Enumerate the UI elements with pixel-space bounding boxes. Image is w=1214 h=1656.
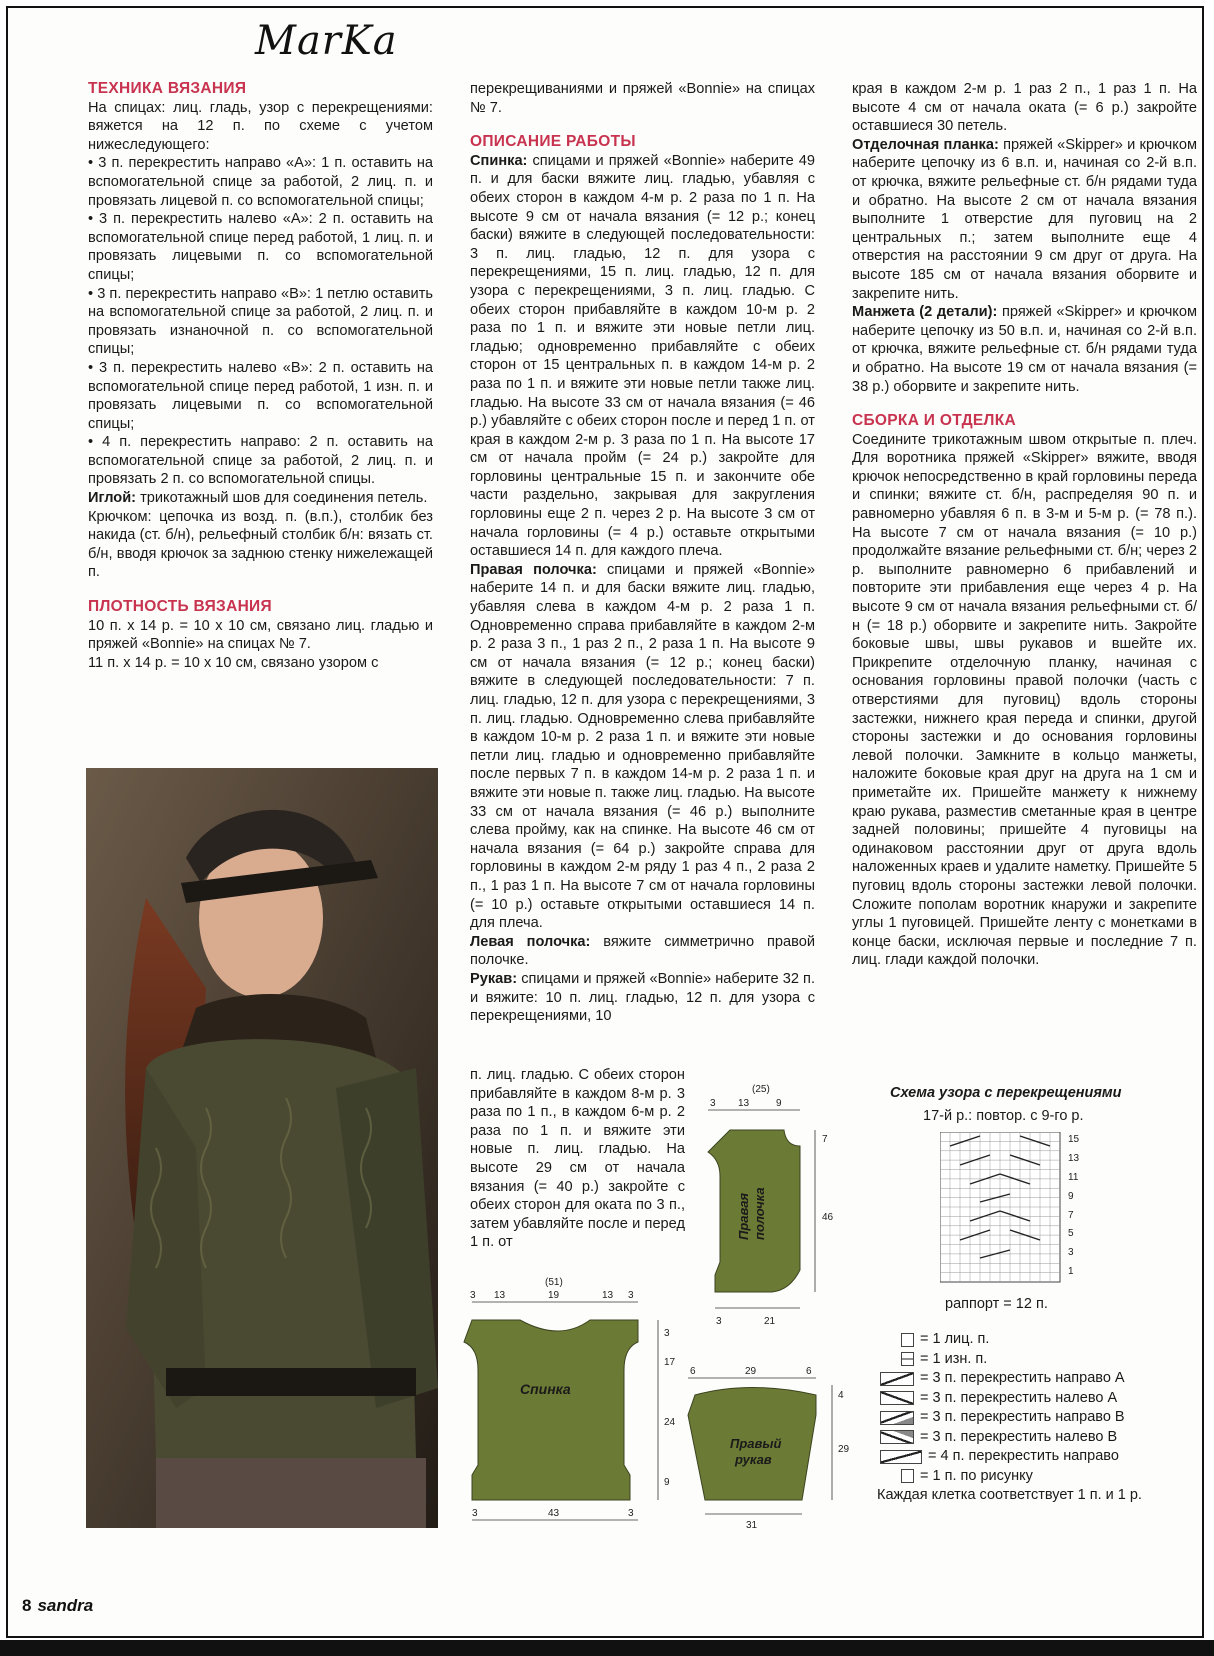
legend-text: = 1 изн. п. — [920, 1350, 988, 1367]
dim-back-total: (51) — [545, 1277, 563, 1288]
dim-back-top-1: 3 — [470, 1290, 476, 1301]
purl-symbol-icon — [901, 1352, 914, 1366]
back-piece — [464, 1320, 638, 1500]
text-cuff: пряжей «Skipper» и крючком наберите цепочку из 50 в.п. и, начиная со 2-й в.п. от крючка, вяжите рельефные ст. б/н рядами туда и обратно. На высоте 19 см от начала вязания (= 38 р.) оборвите и закрепите нить. — [852, 304, 1197, 395]
dim-back-right-3: 24 — [664, 1417, 676, 1428]
paragraph: 11 п. x 14 р. = 10 x 10 см, связано узором с — [88, 654, 379, 671]
paragraph: Крючком: цепочка из возд. п. (в.п.), столбик без накида (ст. б/н), рельефный столбик б/н: вязать ст. б/н, вводя крючок за заднюю стенку нижележащей п. — [88, 508, 433, 581]
column-3 — [852, 80, 1197, 970]
chart-note: Каждая клетка соответствует 1 п. и 1 р. — [877, 1487, 1142, 1503]
dim-back-top-5: 3 — [628, 1290, 634, 1301]
dim-back-bottom-1: 3 — [472, 1508, 478, 1519]
paragraph — [88, 489, 433, 508]
cross-left-b-icon — [880, 1430, 914, 1444]
paragraph: • 3 п. перекрестить налево «А»: 2 п. оставить на вспомогательной спице перед работой, 1 лиц. п. и провязать лицевыми п. со вспомогательной спицы; — [88, 211, 433, 283]
dim-front-bottom-1: 3 — [716, 1316, 722, 1327]
text-back: спицами и пряжей «Bonnie» наберите 49 п. и для баски вяжите лиц. гладью, убавляя с обеих сторон в каждом 4-м р. 2 раза по 1 п. На высоте 9 см от начала вязания (= 12 р.; конец баски) вяжите в следующей последовательности: 3 п. лиц. гладью, 12 п. для узора с перекрещениями, 15 п. лиц. гладью, 12 п. для узора с перекрещениями, 3 п. лиц. гладью. С обеих сторон прибавляйте в каждом 10-м р. 2 раза по 1 п. и вяжите эти новые петли лиц. гладью; одновременно прибавляйте с обеих сторон от 15 центральных п. в каждом 14-м р. 2 раза по 1 п. и вяжите эти новые петли также лиц. гладью. На высоте 33 см от начала вязания (= 46 р.) убавляйте с обеих сторон после и перед 1 п. от края в каждом 2-м р. 3 раза по 1 п. На высоте 17 см от начала пройм (= 24 р.) закройте для горловины центральные 15 п. и закончите обе части раздельно, закрывая для закругления горловины еще 2 п. через 2 р. На высоте 3 см от начала горловины (= 4 р.) оставьте открытыми оставшиеся 14 п. для каждого плеча. — [470, 152, 815, 560]
label-back: Спинка: — [470, 152, 528, 169]
legend-item — [880, 1447, 1125, 1467]
heading-description: ОПИСАНИЕ РАБОТЫ — [470, 133, 636, 151]
cross-right-b-icon — [880, 1411, 914, 1425]
legend-item — [880, 1369, 1125, 1389]
row-number: 11 — [1068, 1172, 1079, 1183]
heading-density: ПЛОТНОСТЬ ВЯЗАНИЯ — [88, 598, 272, 616]
cross-four-right-icon — [880, 1450, 922, 1464]
paragraph: перекрещиваниями и пряжей «Bonnie» на спицах № 7. — [470, 81, 815, 116]
dim-sleeve-right-1: 4 — [838, 1390, 844, 1401]
text-right-front: спицами и пряжей «Bonnie» наберите 14 п. и для баски вяжите лиц. гладью, убавляя слева в каждом 4-м р. 2 раза 1 п. Одновременно справа прибавляйте в каждом 2-м р. 2 раза 3 п., 1 раз 2 п., 2 раза 1 п. На высоте 9 см от начала вязания (= 12 р.; конец баски) вяжите в следующей последовательности: 7 п. лиц. гладью, 12 п. для узора с перекрещениями, 3 п. лиц. гладью. Одновременно слева прибавляйте в каждом 10-м р. 2 раза 1 п. и вяжите эти новые петли лиц. гладью и одновременно прибавляйте после первых 7 п. в каждом 14-м р. 2 раза 1 п. и вяжите эти новые п. также лиц. гладью. На высоте 33 см от начала вязания (= 46 р.) выполните слева пройму, как на спинке. На высоте 46 см от начала вязания (= 64 р.) закройте справа для горловины в каждом 2-м ряду 1 раз 4 п., 2 раза 2 п., 1 раз 1 п. На высоте 7 см от начала горловины (= 10 р.) оставьте открытыми оставшиеся 14 п. для плеча. — [470, 561, 815, 932]
column-2 — [470, 80, 815, 1026]
knit-symbol-icon — [901, 1333, 914, 1347]
label-front-piece-2: полочка — [752, 1187, 767, 1240]
label-sleeve-piece-1: Правый — [730, 1436, 782, 1451]
legend-text: = 3 п. перекрестить налево А — [920, 1389, 1118, 1406]
page-number: 8 — [22, 1596, 32, 1615]
dim-back-bottom-2: 43 — [548, 1508, 560, 1519]
label-sleeve-piece-2: рукав — [735, 1452, 772, 1467]
text-needle: трикотажный шов для соединения петель. — [136, 490, 428, 507]
legend-text: = 1 п. по рисунку — [920, 1467, 1033, 1484]
label-sleeve: Рукав: — [470, 970, 518, 987]
by-pattern-symbol-icon — [901, 1469, 914, 1483]
dim-front-top-3: 9 — [776, 1098, 782, 1109]
model-photo — [86, 768, 438, 1528]
legend-item — [880, 1350, 1125, 1370]
legend-item — [880, 1408, 1125, 1428]
label-cuff: Манжета (2 детали): — [852, 304, 998, 321]
label-left-front: Левая полочка: — [470, 933, 591, 950]
text-left-front: вяжите симметрично правой полочке. — [470, 933, 815, 969]
dim-sleeve-right-2: 29 — [838, 1444, 850, 1455]
paragraph: На спицах: лиц. гладь, узор с перекрещениями: вяжется на 12 п. по схеме с учетом нижеследующего: — [88, 99, 433, 153]
dim-sleeve-top-2: 29 — [745, 1366, 757, 1377]
heading-assembly: СБОРКА И ОТДЕЛКА — [852, 412, 1016, 430]
dim-back-right-4: 9 — [664, 1477, 670, 1488]
legend — [880, 1330, 1125, 1486]
dim-back-top-3: 19 — [548, 1290, 560, 1301]
dim-front-top-1: 3 — [710, 1098, 716, 1109]
heading-technique: ТЕХНИКА ВЯЗАНИЯ — [88, 80, 247, 97]
dim-back-top-4: 13 — [602, 1290, 614, 1301]
row-number: 7 — [1068, 1210, 1074, 1221]
schema-subtitle: 17-й р.: повтор. с 9-го р. — [923, 1108, 1084, 1124]
row-number: 15 — [1068, 1134, 1080, 1145]
paragraph: • 4 п. перекрестить направо: 2 п. оставить на вспомогательной спице за работой, 2 лиц. п. и провязать 2 п. со вспомогательной спицы. — [88, 434, 433, 488]
paragraph: • 3 п. перекрестить налево «В»: 2 п. оставить на вспомогательной спице перед работой, 1 изн. п. и провязать лицевыми п. со вспомогательной спицы; — [88, 359, 433, 432]
paragraph: • 3 п. перекрестить направо «В»: 1 петлю оставить на вспомогательной спице за работой, 2 лиц. п. и провязать изнаночной п. со вспомогательной спицы; — [88, 285, 433, 358]
dim-sleeve-top-3: 6 — [806, 1366, 812, 1377]
watermark: MarKa — [255, 18, 398, 64]
row-number: 5 — [1068, 1228, 1074, 1239]
paragraph — [470, 933, 815, 970]
paragraph: • 3 п. перекрестить направо «А»: 1 п. оставить на вспомогательной спице за работой, 2 лиц. п. и провязать лицевой п. со вспомогательной спицы; — [88, 155, 433, 209]
legend-item — [880, 1330, 1125, 1350]
legend-item — [880, 1467, 1125, 1487]
dim-sleeve-top-1: 6 — [690, 1366, 696, 1377]
dim-back-right-1: 3 — [664, 1328, 670, 1339]
dim-front-top-2: 13 — [738, 1098, 750, 1109]
footer — [22, 1596, 93, 1616]
paragraph: Соедините трикотажным швом открытые п. плеч. Для воротника пряжей «Skipper» вяжите, вводя крючок непосредственно в край горловины переда и спинки; вяжите ст. б/н, распределяя 90 п. и равномерно убавляя 6 п. в 3-м и 5-м р. (= 78 п.). На высоте 7 см от начала вязания (= 10 р.) продолжайте вязание рельефными ст. б/н; через 2 р. выполните равномерно 6 прибавлений и повторите эти прибавления еще через 4 р. На высоте 9 см от начала вязания рельефными ст. б/н (= 18 р.) оборвите и закрепите нить. Закройте боковые швы, швы рукавов и вшейте их. Прикрепите отделочную планку, начиная с основания горловины правой полочки (часть с отверстиями для пуговиц) вдоль стороны застежки, нижнего края переда и спинки, другой стороны застежки и до основания горловины левой полочки. Замкните в кольцо манжеты, наложите боковые края друг на друга на 1 см и приметайте их. Пришейте манжету к нижнему краю рукава, разместив сметанные края в центре задней половины; пришейте 4 пуговицы на одинаковом расстоянии друг от друга вдоль наложенных краев и удалите наметку. Пришейте 5 пуговиц вдоль стороны застежки левой полочки. Сложите пополам воротник кнаружи и закрепите углы 1 пуговицей. Пришейте ленту с монетками в конце баски, исключая первые и последние 7 п. лиц. глади каждой полочки. — [852, 431, 1197, 969]
legend-text: = 1 лиц. п. — [920, 1331, 990, 1347]
legend-text: = 3 п. перекрестить налево В — [920, 1428, 1118, 1445]
paragraph — [852, 303, 1197, 396]
paragraph — [470, 970, 815, 1026]
label-back-piece: Спинка — [520, 1381, 571, 1397]
dim-front-right-2: 46 — [822, 1212, 834, 1223]
brand: sandra — [37, 1596, 94, 1615]
cross-left-a-icon — [880, 1391, 914, 1405]
dim-back-right-2: 17 — [664, 1357, 676, 1368]
pattern-pieces — [460, 1080, 880, 1530]
row-number: 13 — [1068, 1153, 1080, 1164]
text-trim: пряжей «Skipper» и крючком наберите цепочку из 6 в.п. и, начиная со 2-й в.п. от крючка, вяжите рельефные ст. б/н рядами туда и обратно. На высоте 2 см от начала вязания выполните 1 отверстие для пуговиц на 2 центральных п.; затем выполните еще 4 отверстия на расстоянии 9 см друг от друга. На высоте 185 см от начала вязания оборвите и закрепите нить. — [852, 136, 1197, 302]
rapport-label: раппорт = 12 п. — [945, 1296, 1048, 1312]
label-trim: Отделочная планка: — [852, 136, 999, 153]
paragraph: 10 п. x 14 р. = 10 x 10 см, связано лиц. гладью и пряжей «Bonnie» на спицах № 7. — [88, 617, 433, 653]
legend-text: = 3 п. перекрестить направо В — [920, 1409, 1125, 1425]
dim-front-bottom-2: 21 — [764, 1316, 776, 1327]
bottom-bar — [0, 1640, 1214, 1656]
paragraph: края в каждом 2-м р. 1 раз 2 п., 1 раз 1 п. На высоте 4 см от начала оката (= 6 р.) закройте оставшиеся 30 петель. — [852, 81, 1197, 135]
legend-text: = 4 п. перекрестить направо — [928, 1448, 1119, 1464]
row-number: 9 — [1068, 1191, 1074, 1202]
row-number: 1 — [1068, 1266, 1074, 1277]
legend-item — [880, 1428, 1125, 1448]
dim-front-total: (25) — [752, 1084, 770, 1095]
paragraph — [470, 152, 815, 561]
legend-text: = 3 п. перекрестить направо А — [920, 1370, 1125, 1386]
dim-sleeve-bottom-1: 31 — [746, 1520, 758, 1530]
paragraph — [852, 136, 1197, 303]
photo-illustration — [86, 768, 438, 1528]
label-front-piece-1: Правая — [736, 1192, 751, 1240]
dim-back-top-2: 13 — [494, 1290, 506, 1301]
label-needle: Иглой: — [88, 490, 137, 507]
column-1 — [88, 80, 433, 672]
paragraph — [470, 561, 815, 933]
label-right-front: Правая полочка: — [470, 561, 597, 578]
dim-back-bottom-3: 3 — [628, 1508, 634, 1519]
legend-item — [880, 1389, 1125, 1409]
stitch-chart — [940, 1132, 1100, 1292]
schema-title: Схема узора с перекрещениями — [890, 1085, 1122, 1101]
paragraph: п. лиц. гладью. С обеих сторон прибавляйте в каждом 8-м р. 3 раза по 1 п., в каждом 6-м р. 2 раза по 1 п. и вяжите эти новые п. лиц. гладью. На высоте 29 см от начала вязания (= 40 р.) закройте с обеих сторон для оката по 3 п., затем убавляйте после и перед 1 п. от — [470, 1067, 685, 1251]
cross-right-a-icon — [880, 1372, 914, 1386]
row-number: 3 — [1068, 1247, 1074, 1258]
text-sleeve-1: спицами и пряжей «Bonnie» наберите 32 п. и вяжите: 10 п. лиц. гладью, 12 п. для узора с перекрещениями, 10 — [470, 970, 815, 1025]
dim-front-right-1: 7 — [822, 1134, 828, 1145]
